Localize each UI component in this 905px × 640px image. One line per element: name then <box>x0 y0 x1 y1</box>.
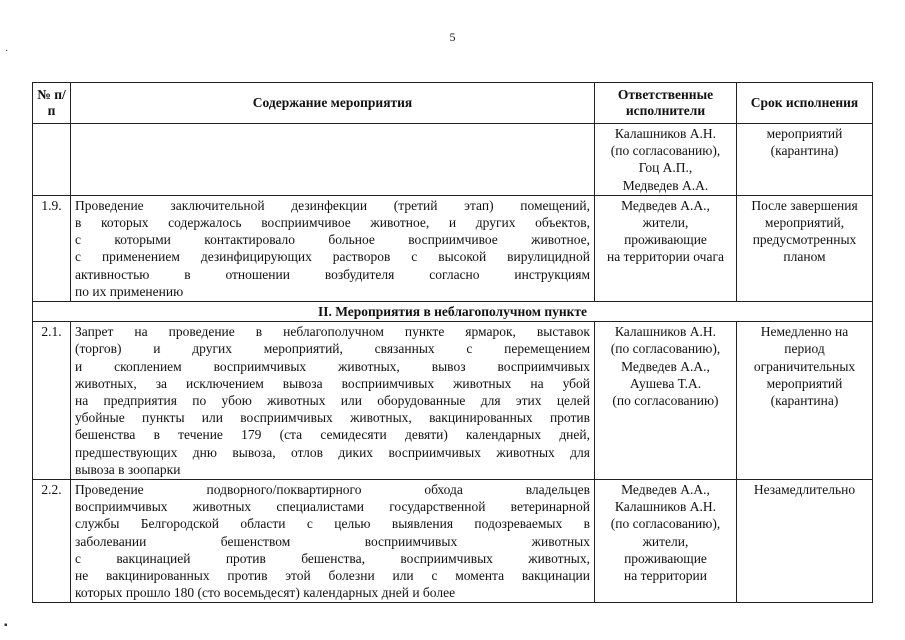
content-line: (торгов) и других мероприятий, связанных с перемещением <box>75 341 590 357</box>
responsible-line: проживающие <box>624 232 707 248</box>
table-header-row <box>33 83 873 124</box>
deadline-line: планом <box>783 249 826 265</box>
content-line: с которыми контактировало больное восприимчивое животное, <box>75 232 590 248</box>
responsible-line: (по согласованию), <box>610 143 721 159</box>
responsible-line: Калашников А.Н. <box>614 499 717 515</box>
section-title: II. Мероприятия в неблагополучном пункте <box>33 302 873 322</box>
row-content <box>71 195 595 301</box>
content-line: животных, за исключением вывоза восприимчивых животных на убой <box>75 375 590 391</box>
row-content <box>71 480 595 603</box>
content-line: активностью в отношении возбудителя согласно инструкциям <box>75 266 590 282</box>
responsible-line: на территории <box>624 568 707 584</box>
table-row <box>33 124 873 196</box>
header-content: Содержание мероприятия <box>71 83 595 124</box>
content-line: с вакцинацией против бешенства, восприимчивых животных, <box>75 550 590 566</box>
deadline-line: ограничительных <box>753 358 856 374</box>
responsible-line: жители, <box>642 215 689 231</box>
scan-mark: · <box>5 46 9 57</box>
row-deadline <box>737 480 873 603</box>
row-number <box>33 124 71 196</box>
header-num: № п/п <box>33 83 71 124</box>
deadline-line: Незамедлительно <box>753 482 856 498</box>
responsible-line: Калашников А.Н. <box>614 324 717 340</box>
content-line: восприимчивых животных специалистами государственной ветеринарной <box>75 499 590 515</box>
deadline-line: (карантина) <box>770 143 839 159</box>
content-line: службы Белгородской области с целью выявления подозреваемых в <box>75 516 590 532</box>
content-line: Запрет на проведение в неблагополучном пункте ярмарок, выставок <box>75 324 590 340</box>
content-line: и скоплением восприимчивых животных, вывоз восприимчивых <box>75 358 590 374</box>
row-responsible <box>595 322 737 480</box>
responsible-line: Калашников А.Н. <box>614 126 717 141</box>
content-line: которых прошло 180 (сто восемьдесят) календарных дней и более <box>75 585 456 601</box>
content-line: заболевании бешенством восприимчивых животных <box>75 533 590 549</box>
deadline-line: (карантина) <box>770 393 839 409</box>
responsible-line: проживающие <box>624 550 707 566</box>
responsible-line: (по согласованию) <box>612 393 719 409</box>
row-number: 2.2. <box>33 480 71 603</box>
responsible-line: на территории очага <box>607 249 724 265</box>
content-line: Проведение заключительной дезинфекции (третий этап) помещений, <box>75 197 590 213</box>
content-line: бешенства в течение 179 (ста семидесяти девяти) календарных дней, <box>75 427 590 443</box>
table-row <box>33 195 873 301</box>
page-number: 5 <box>449 30 456 44</box>
row-number: 1.9. <box>33 195 71 301</box>
header-deadline: Срок исполнения <box>737 83 873 124</box>
section-row <box>33 302 873 322</box>
deadline-line: Немедленно на период <box>760 324 849 357</box>
deadline-line: предусмотренных <box>752 232 857 248</box>
content-line: предшествующих дню вывоза, отлов диких восприимчивых животных для <box>75 444 590 460</box>
row-responsible <box>595 480 737 603</box>
responsible-line: (по согласованию), <box>610 341 721 357</box>
header-responsible: Ответственные исполнители <box>595 83 737 124</box>
deadline-line: мероприятий <box>766 126 843 141</box>
content-line: с применением дезинфицирующих растворов с высокой вирулицидной <box>75 249 590 265</box>
deadline-line: мероприятий, <box>764 215 845 231</box>
content-line: вывоза в зоопарки <box>75 461 181 477</box>
content-line: не вакцинированных против этой болезни или с момента вакцинации <box>75 568 590 584</box>
responsible-line: Аушева Т.А. <box>629 375 702 391</box>
responsible-line: Медведев А.А., <box>621 482 710 498</box>
content-line: убойные пункты или восприимчивых животных, вакцинированных против <box>75 410 590 426</box>
row-content <box>71 124 595 196</box>
content-line: Проведение подворного/поквартирного обхода владельцев <box>75 482 590 498</box>
row-responsible <box>595 124 737 196</box>
row-content <box>71 322 595 480</box>
responsible-line: Медведев А.А., <box>621 197 710 213</box>
responsible-line: жители, <box>642 533 689 549</box>
row-responsible <box>595 195 737 301</box>
responsible-line: (по согласованию), <box>610 516 721 532</box>
row-deadline <box>737 195 873 301</box>
content-line: по их применению <box>75 283 184 299</box>
scan-mark: ▪ <box>4 620 8 631</box>
table-row <box>33 480 873 603</box>
content-line: на предприятия по убою животных или оборудованные для этих целей <box>75 393 590 409</box>
responsible-line: Медведев А.А. <box>622 177 709 193</box>
deadline-line: После завершения <box>751 197 858 213</box>
content-line: в которых содержалось восприимчивое животное, и других объектов, <box>75 215 590 231</box>
responsible-line: Медведев А.А., <box>621 358 710 374</box>
measures-table <box>32 82 873 603</box>
table-body <box>33 124 873 603</box>
row-number: 2.1. <box>33 322 71 480</box>
table-row <box>33 322 873 480</box>
deadline-line: мероприятий <box>766 375 843 391</box>
responsible-line: Гоц А.П., <box>638 160 693 176</box>
row-deadline <box>737 322 873 480</box>
row-deadline <box>737 124 873 196</box>
